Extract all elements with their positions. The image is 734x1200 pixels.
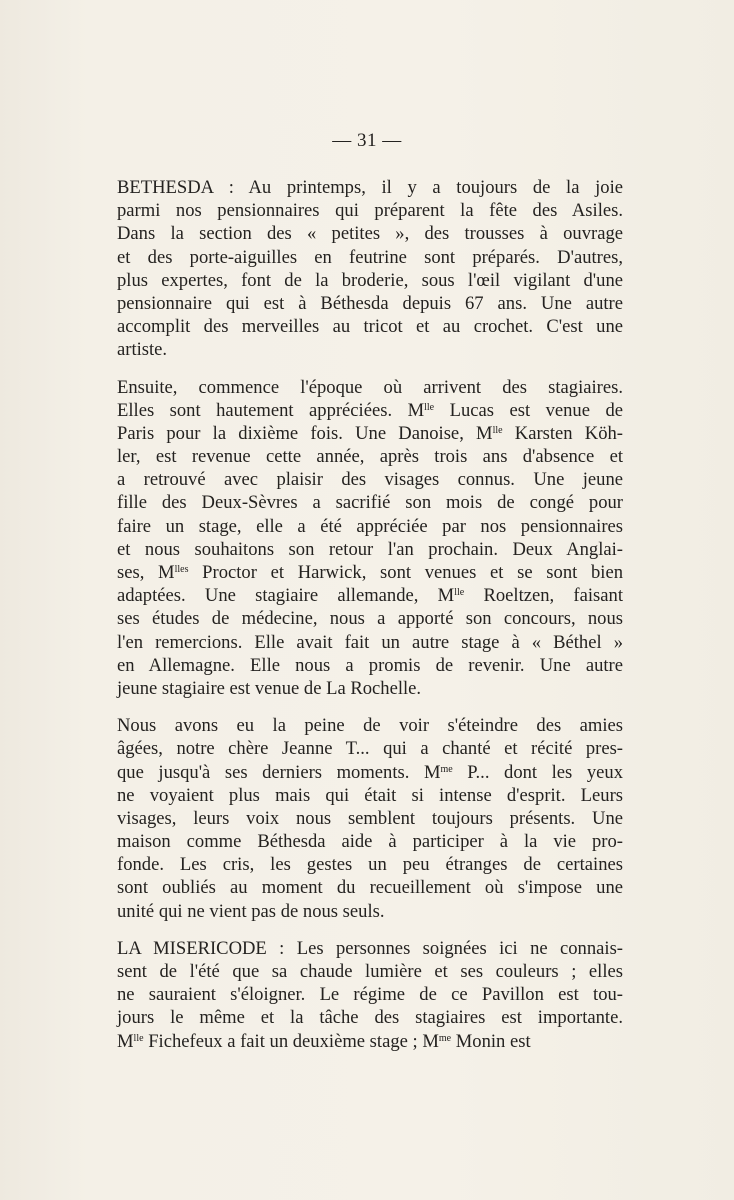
text-line: artiste. (117, 339, 168, 361)
text-line: Dans la section des « petites », des trousses à ouvrage (117, 223, 623, 245)
text-line: ler, est revenue cette année, après trois ans d'absence et (117, 446, 623, 468)
text-line: ses, $M^{lles}$ Proctor et Harwick, sont venues et se sont bien (117, 562, 623, 583)
text-line: plus expertes, font de la broderie, sous l'œil vigilant d'une (117, 269, 623, 291)
text-line: jours le même et la tâche des stagiaires est importante. (117, 1007, 623, 1029)
text-line: en Allemagne. Elle nous a promis de revenir. Une autre (117, 654, 623, 676)
page-number: — 31 — (332, 130, 402, 151)
text-line: LA MISERICODE : Les personnes soignées ici ne connais- (117, 937, 623, 959)
text-line: sont oubliés au moment du recueillement où s'impose une (117, 877, 623, 899)
text-line: Ensuite, commence l'époque où arrivent des stagiaires. (117, 376, 623, 398)
text-line: adaptées. Une stagiaire allemande, $M^{lle}$ Roeltzen, faisant (117, 585, 623, 607)
text-line: et nous souhaitons son retour l'an prochain. Deux Anglai- (117, 538, 623, 560)
text-line: ne sauraient s'éloigner. Le régime de ce Pavillon est tou- (117, 984, 623, 1006)
text-line: ses études de médecine, nous a apporté son concours, nous (117, 608, 623, 630)
text-line: unité qui ne vient pas de nous seuls. (117, 900, 385, 922)
text-line: maison comme Béthesda aide à participer à la vie pro- (117, 831, 623, 853)
text-line: BETHESDA : Au printemps, il y a toujours de la joie (117, 177, 623, 198)
text-line: fonde. Les cris, les gestes un peu étranges de certaines (117, 854, 623, 876)
text-line: visages, leurs voix nous semblent toujours présents. Une (117, 807, 623, 829)
text-body (117, 176, 623, 1067)
paragraph (117, 376, 623, 701)
text-line: sent de l'été que sa chaude lumière et ses couleurs ; elles (117, 961, 623, 982)
text-line: Nous avons eu la peine de voir s'éteindre des amies (117, 715, 623, 737)
text-line: et des porte-aiguilles en feutrine sont préparés. D'autres, (117, 246, 623, 268)
text-line: ne voyaient plus mais qui était si intense d'esprit. Leurs (117, 784, 623, 806)
text-line: accomplit des merveilles au tricot et au crochet. C'est une (117, 316, 623, 338)
text-line: a retrouvé avec plaisir des visages connus. Une jeune (117, 469, 623, 491)
text-line: faire un stage, elle a été appréciée par nos pensionnaires (117, 515, 623, 537)
text-line: âgées, notre chère Jeanne T... qui a chanté et récité pres- (117, 738, 623, 760)
text-line: parmi nos pensionnaires qui préparent la fête des Asiles. (117, 200, 623, 222)
paragraph (117, 937, 623, 1053)
text-line: l'en remercions. Elle avait fait un autre stage à « Béthel » (117, 631, 623, 653)
paragraph (117, 714, 623, 923)
text-line: que jusqu'à ses derniers moments. $M^{me}$ P... dont les yeux (117, 761, 623, 783)
text-line: $M^{lle}$ Fichefeux a fait un deuxième stage ; $M^{me}$ Monin est (117, 1030, 531, 1052)
paragraph (117, 176, 623, 362)
text-line: jeune stagiaire est venue de La Rochelle. (117, 677, 422, 699)
text-line: Paris pour la dixième fois. Une Danoise, $M^{lle}$ Karsten Köh- (117, 422, 624, 444)
text-line: pensionnaire qui est à Béthesda depuis 67 ans. Une autre (117, 292, 623, 314)
text-line: Elles sont hautement appréciées. $M^{lle}$ Lucas est venue de (117, 399, 623, 421)
text-line: fille des Deux-Sèvres a sacrifié son mois de congé pour (117, 492, 623, 514)
